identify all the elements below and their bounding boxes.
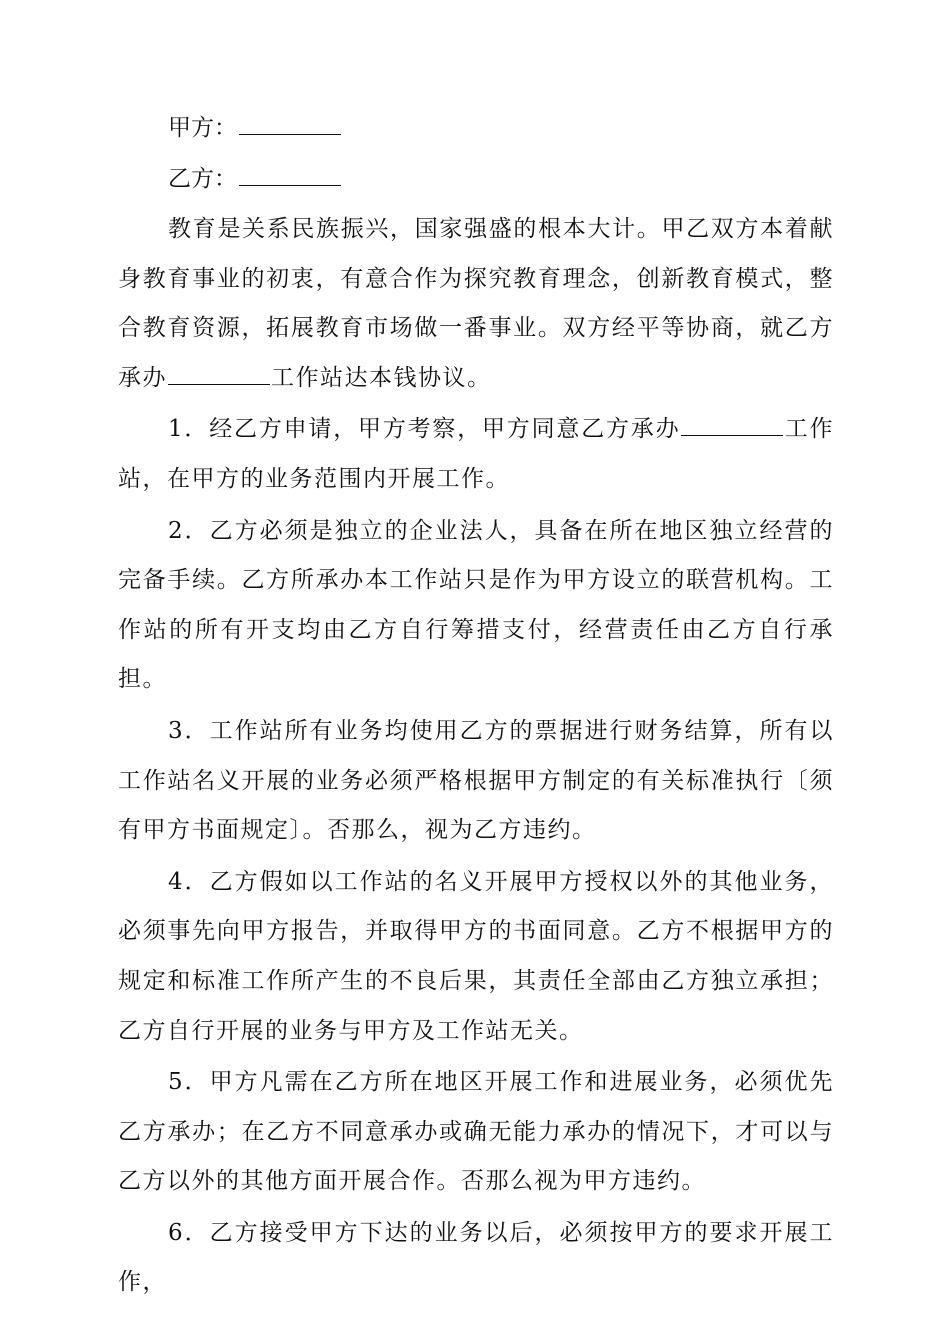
agreement-body: [118, 205, 834, 1310]
party-a-line: [168, 112, 341, 142]
intro-blank: [168, 364, 270, 385]
intro-paragraph: [118, 205, 834, 403]
clause-2: 2．乙方必须是独立的企业法人，具备在所在地区独立经营的完备手续。乙方所承办本工作站只是作为甲方设立的联营机构。工作站的所有开支均由乙方自行筹措支付，经营责任由乙方自行承担。: [118, 517, 834, 693]
party-a-blank: [239, 112, 341, 135]
party-b-blank: [239, 163, 341, 186]
clause-1-blank: [681, 415, 783, 436]
party-b-line: [168, 163, 341, 193]
clause-1-text-1: 1．经乙方申请，甲方考察，甲方同意乙方承办: [168, 416, 681, 443]
clause-1: [118, 405, 834, 504]
clause-5: 5．甲方凡需在乙方所在地区开展工作和进展业务，必须优先乙方承办；在乙方不同意承办或确无能力承办的情况下，才可以与乙方以外的其他方面开展合作。否那么视为甲方违约。: [118, 1069, 834, 1195]
clause-1-text-2: 工作站，在甲方的业务范围内开展工作。: [118, 416, 835, 492]
intro-text-2: 工作站达本钱协议。: [271, 364, 492, 391]
clause-4: 4．乙方假如以工作站的名义开展甲方授权以外的其他业务，必须事先向甲方报告，并取得甲方的书面同意。乙方不根据甲方的规定和标准工作所产生的不良后果，其责任全部由乙方独立承担；乙方自行开展的业务与甲方及工作站无关。: [118, 868, 834, 1044]
clause-6: 6．乙方接受甲方下达的业务以后，必须按甲方的要求开展工作，: [118, 1219, 834, 1296]
intro-text-1: 教育是关系民族振兴，国家强盛的根本大计。甲乙双方本着献身教育事业的初衷，有意合作为探究教育理念，创新教育模式，整合教育资源，拓展教育市场做一番事业。双方经平等协商，就乙方承办: [118, 216, 834, 391]
party-a-label: 甲方：: [168, 115, 237, 141]
party-b-label: 乙方：: [168, 166, 237, 192]
clause-3: 3．工作站所有业务均使用乙方的票据进行财务结算，所有以工作站名义开展的业务必须严格根据甲方制定的有关标准执行〔须有甲方书面规定〕。否那么，视为乙方违约。: [118, 717, 834, 844]
